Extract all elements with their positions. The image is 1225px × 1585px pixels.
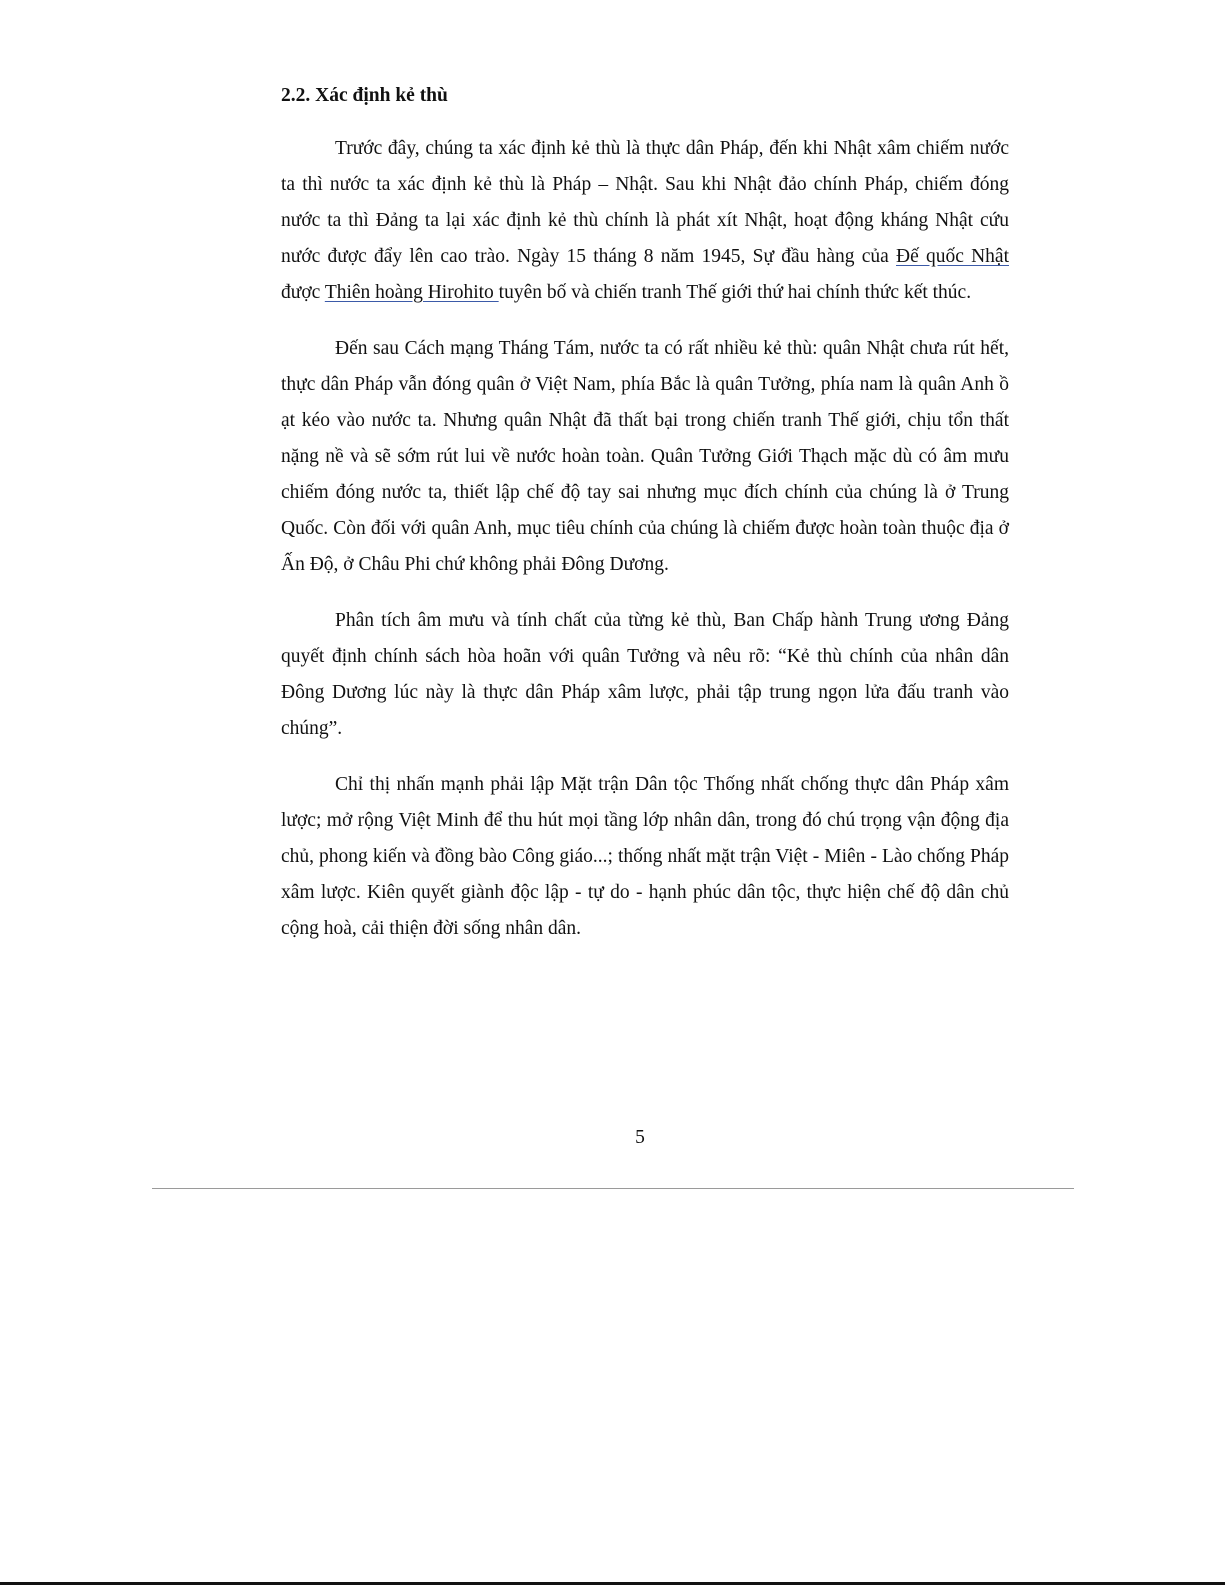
paragraph-2: Đến sau Cách mạng Tháng Tám, nước ta có rất nhiều kẻ thù: quân Nhật chưa rút hết, thực dân Pháp vẫn đóng quân ở Việt Nam, phía Bắc là quân Tưởng, phía nam là quân Anh ồ ạt kéo vào nước ta. Nhưng quân Nhật đã thất bại trong chiến tranh Thế giới, chịu tổn thất nặng nề và sẽ sớm rút lui về nước hoàn toàn. Quân Tưởng Giới Thạch mặc dù có âm mưu chiếm đóng nước ta, thiết lập chế độ tay sai nhưng mục đích chính của chúng là ở Trung Quốc. Còn đối với quân Anh, mục tiêu chính của chúng là chiếm được hoàn toàn thuộc địa ở Ấn Độ, ở Châu Phi chứ không phải Đông Dương.	[281, 338, 1009, 575]
paragraph-4: Chỉ thị nhấn mạnh phải lập Mặt trận Dân tộc Thống nhất chống thực dân Pháp xâm lược; mở rộng Việt Minh để thu hút mọi tầng lớp nhân dân, trong đó chú trọng vận động địa chủ, phong kiến và đồng bào Công giáo...; thống nhất mặt trận Việt - Miên - Lào chống Pháp xâm lược. Kiên quyết giành độc lập - tự do - hạnh phúc dân tộc, thực hiện chế độ dân chủ cộng hoà, cải thiện đời sống nhân dân.	[281, 774, 1009, 939]
page-divider	[152, 1188, 1074, 1189]
page-number: 5	[635, 1127, 645, 1148]
paragraph-1-text-middle: được	[281, 282, 325, 303]
link-thien-hoang-hirohito[interactable]: Thiên hoàng Hirohito	[324, 282, 499, 303]
page-content	[281, 78, 1009, 967]
paragraph-1-text-start: Trước đây, chúng ta xác định kẻ thù là thực dân Pháp, đến khi Nhật xâm chiếm nước ta thì nước ta xác định kẻ thù là Pháp – Nhật. Sau khi Nhật đảo chính Pháp, chiếm đóng nước ta thì Đảng ta lại xác định kẻ thù chính là phát xít Nhật, hoạt động kháng Nhật cứu nước được đẩy lên cao trào. Ngày 15 tháng 8 năm 1945, Sự đầu hàng của	[281, 138, 1009, 267]
section-heading: 2.2. Xác định kẻ thù	[281, 85, 448, 106]
paragraph-1-text-end: tuyên bố và chiến tranh Thế giới thứ hai chính thức kết thúc.	[498, 282, 972, 303]
paragraph-1	[281, 131, 1009, 311]
link-de-quoc-nhat[interactable]: Đế quốc Nhật	[896, 246, 1009, 267]
paragraph-3: Phân tích âm mưu và tính chất của từng kẻ thù, Ban Chấp hành Trung ương Đảng quyết định chính sách hòa hoãn với quân Tưởng và nêu rõ: “Kẻ thù chính của nhân dân Đông Dương lúc này là thực dân Pháp xâm lược, phải tập trung ngọn lửa đấu tranh vào chúng”.	[281, 610, 1009, 739]
